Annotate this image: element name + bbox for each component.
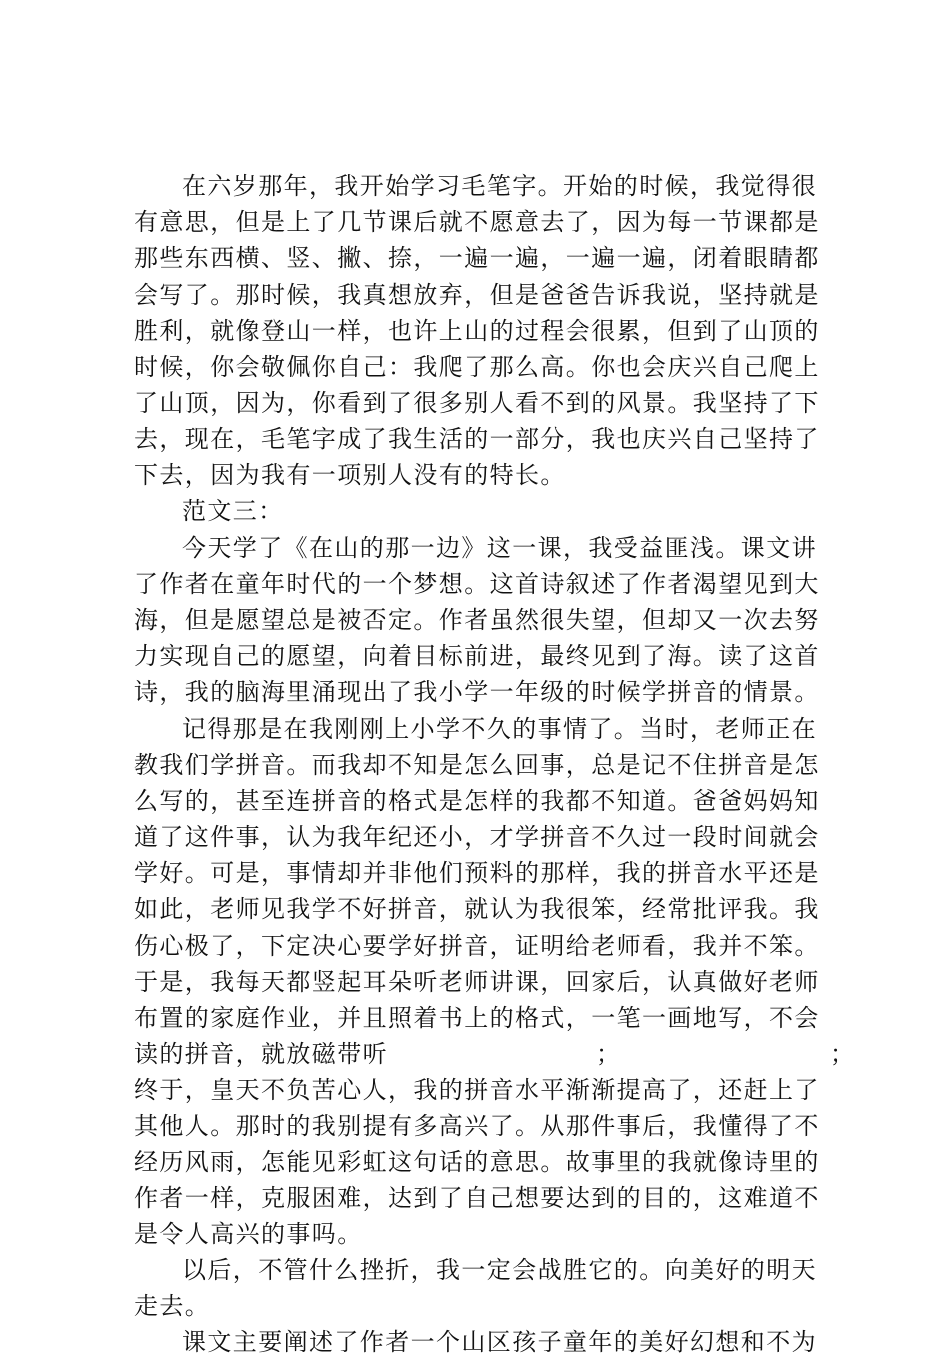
paragraph-line: 海，但是愿望总是被否定。作者虽然很失望，但却又一次去努 <box>134 606 820 634</box>
paragraph-line: 了山顶，因为，你看到了很多别人看不到的风景。我坚持了下 <box>134 389 820 417</box>
paragraph-line: 那些东西横、竖、撇、捺，一遍一遍，一遍一遍，闭着眼睛都 <box>134 244 820 272</box>
paragraph-line: 布置的家庭作业，并且照着书上的格式，一笔一画地写，不会 <box>134 1004 820 1032</box>
section-heading: 范文三： <box>182 497 284 525</box>
stray-semicolon: ； <box>596 1040 620 1068</box>
paragraph-line: 记得那是在我刚刚上小学不久的事情了。当时，老师正在 <box>182 715 817 743</box>
paragraph-line: 道了这件事，认为我年纪还小，才学拼音不久过一段时间就会 <box>134 823 820 851</box>
paragraph-line: 今天学了《在山的那一边》这一课，我受益匪浅。课文讲 <box>182 534 817 562</box>
paragraph-line: 其他人。那时的我别提有多高兴了。从那件事后，我懂得了不 <box>134 1112 820 1140</box>
paragraph-line: 胜利，就像登山一样，也许上山的过程会很累，但到了山顶的 <box>134 317 820 345</box>
paragraph-line: 在六岁那年，我开始学习毛笔字。开始的时候，我觉得很 <box>182 172 817 200</box>
paragraph-line: 教我们学拼音。而我却不知是怎么回事，总是记不住拼音是怎 <box>134 751 820 779</box>
paragraph-line: 诗，我的脑海里涌现出了我小学一年级的时候学拼音的情景。 <box>134 678 820 706</box>
paragraph-line: 有意思，但是上了几节课后就不愿意去了，因为每一节课都是 <box>134 208 820 236</box>
paragraph-line: 于是，我每天都竖起耳朵听老师讲课，回家后，认真做好老师 <box>134 968 820 996</box>
paragraph-line: 走去。 <box>134 1292 211 1320</box>
paragraph-line: 学好。可是，事情却并非他们预料的那样，我的拼音水平还是 <box>134 859 820 887</box>
paragraph-line: 下去，因为我有一项别人没有的特长。 <box>134 461 566 489</box>
paragraph-line: 如此，老师见我学不好拼音，就认为我很笨，经常批评我。我 <box>134 895 820 923</box>
paragraph-line: 作者一样，克服困难，达到了自己想要达到的目的，这难道不 <box>134 1184 820 1212</box>
paragraph-line: 力实现自己的愿望，向着目标前进，最终见到了海。读了这首 <box>134 642 820 670</box>
paragraph-line: 么写的，甚至连拼音的格式是怎样的我都不知道。爸爸妈妈知 <box>134 787 820 815</box>
paragraph-line: 了作者在童年时代的一个梦想。这首诗叙述了作者渴望见到大 <box>134 570 820 598</box>
paragraph-line: 读的拼音，就放磁带听 <box>134 1040 388 1068</box>
paragraph-line: 时候，你会敬佩你自己：我爬了那么高。你也会庆兴自己爬上 <box>134 353 820 381</box>
paragraph-line: 课文主要阐述了作者一个山区孩子童年的美好幻想和不为 <box>182 1328 817 1356</box>
paragraph-line: 伤心极了，下定决心要学好拼音，证明给老师看，我并不笨。 <box>134 932 820 960</box>
paragraph-line: 终于，皇天不负苦心人，我的拼音水平渐渐提高了，还赶上了 <box>134 1076 820 1104</box>
paragraph-line: 会写了。那时候，我真想放弃，但是爸爸告诉我说，坚持就是 <box>134 281 820 309</box>
paragraph-line: 是令人高兴的事吗。 <box>134 1220 363 1248</box>
paragraph-line: 以后，不管什么挫折，我一定会战胜它的。向美好的明天 <box>182 1256 817 1284</box>
stray-semicolon: ； <box>830 1040 854 1068</box>
paragraph-line: 去，现在，毛笔字成了我生活的一部分，我也庆兴自己坚持了 <box>134 425 820 453</box>
paragraph-line: 经历风雨，怎能见彩虹这句话的意思。故事里的我就像诗里的 <box>134 1148 820 1176</box>
